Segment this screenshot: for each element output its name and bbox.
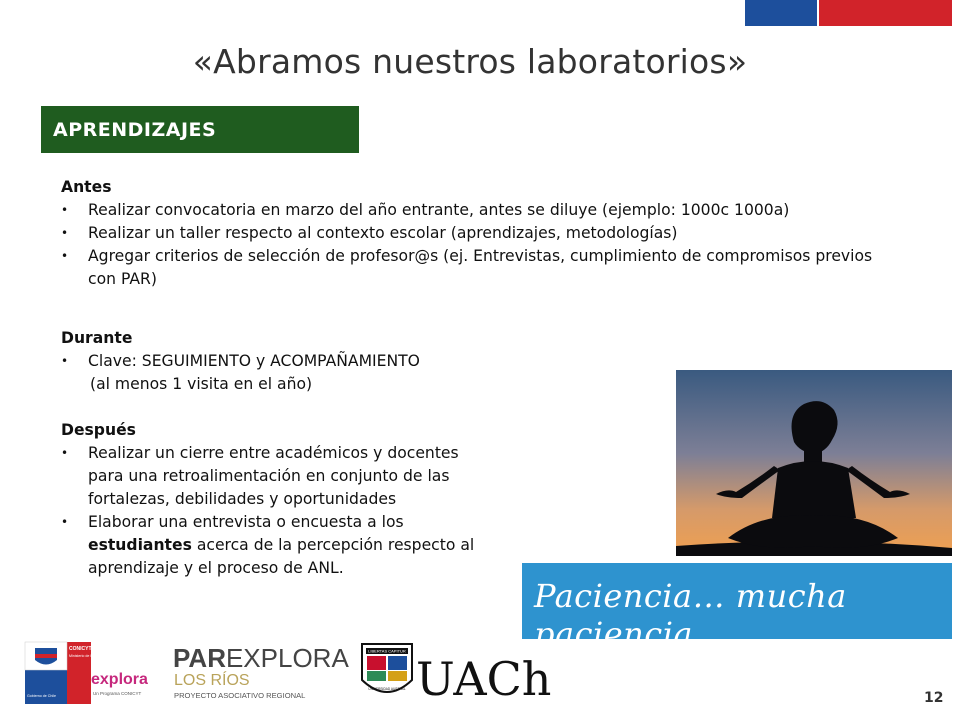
slide-title: «Abramos nuestros laboratorios» [192,42,748,81]
antes-heading: Antes [61,178,112,196]
list-item: • Clave: SEGUIMIENTO y ACOMPAÑAMIENTO [61,350,541,373]
section-durante [61,327,541,396]
patience-text: Paciencia… mucha paciencia… [534,577,847,653]
section-banner [41,106,359,153]
parexplora-bold: PAR [173,643,226,673]
list-item: • Realizar un taller respecto al contexto escolar (aprendizajes, metodologías) [61,222,881,245]
explora-label: explora [91,671,148,688]
ministerio-label: Ministerio de Educación [69,654,108,658]
parexplora-rest: EXPLORA [225,643,349,673]
parexplora-subtitle: PROYECTO ASOCIATIVO REGIONAL [174,691,306,700]
list-item [61,511,491,580]
item-text: Elaborar una entrevista o encuesta a los [88,513,404,531]
program-label: Un Programa CONICYT [93,691,142,696]
conicyt-label: CONICYT [69,646,92,652]
item-text: acerca de la percepción respecto al aprendizaje y el proceso de ANL. [88,536,475,577]
despues-heading: Después [61,421,136,439]
gobierno-label: Gobierno de Chile [27,694,56,698]
parexplora-region: LOS RÍOS [174,672,250,689]
section-banner-label: APRENDIZAJES [53,119,217,141]
section-despues [61,419,491,580]
list-item: • Realizar un cierre entre académicos y docentes para una retroalimentación en conjunto de las fortalezas, debilidades y oportunidades [61,442,491,511]
patience-banner [522,563,952,653]
flag-red-bar [819,0,952,26]
durante-heading: Durante [61,329,133,347]
parexplora-logo [173,643,349,701]
flag-blue-bar [745,0,817,26]
shield-name: UNIVERSIDAD AUSTRAL [368,687,406,691]
section-antes [61,176,881,291]
list-item: • Agregar criterios de selección de profesor@s (ej. Entrevistas, cumplimiento de compromisos previos con PAR) [61,245,881,291]
durante-note: (al menos 1 visita en el año) [90,375,313,393]
shield-motto: LIBERTAS CAPITUR [368,648,406,654]
meditation-photo [676,370,952,556]
svg-text:PAREXPLORA [173,643,349,673]
conicyt-explora-logo [25,642,155,704]
page-number: 12 [924,690,944,706]
list-item: • Realizar convocatoria en marzo del año entrante, antes se diluye (ejemplo: 1000c 1000a) [61,199,881,222]
uach-logo [358,640,552,706]
uach-text: UACh [416,652,552,706]
item-emphasis: estudiantes [88,536,192,554]
